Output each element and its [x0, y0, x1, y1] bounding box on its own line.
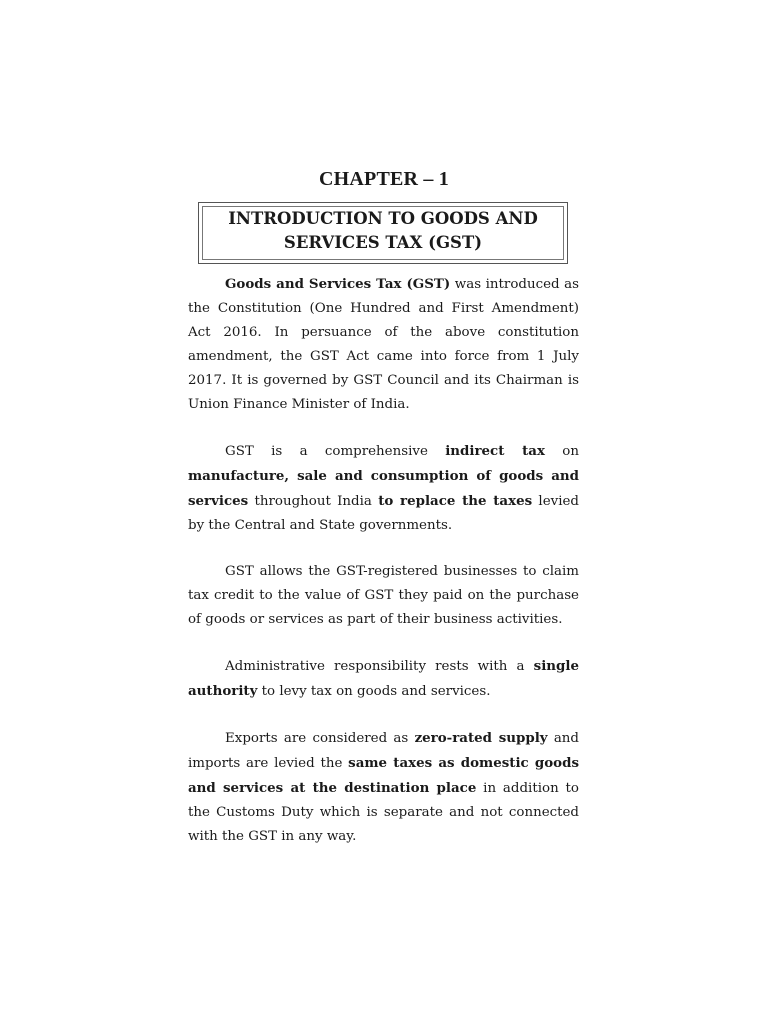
chapter-heading: CHAPTER – 1 — [319, 168, 449, 190]
segment: on — [544, 444, 579, 459]
paragraph-single-authority — [188, 654, 579, 704]
chapter-title-line-2: SERVICES TAX (GST) — [283, 233, 483, 252]
segment: levied by the Central and State governments. — [188, 494, 579, 533]
segment: Exports are considered as — [225, 731, 415, 746]
chapter-title-box — [198, 202, 568, 264]
segment: Administrative responsibility rests with a — [225, 659, 534, 674]
chapter-title — [199, 207, 567, 255]
paragraph-indirect-tax — [188, 439, 579, 538]
segment: same taxes as domestic goods and services at the destination place — [188, 755, 579, 796]
paragraph-gst-introduction — [188, 272, 579, 417]
segment: to levy tax on goods and services. — [257, 684, 491, 699]
segment: single authority — [188, 658, 579, 699]
paragraph-tax-credit — [188, 560, 579, 632]
segment: GST is a comprehensive — [225, 444, 446, 459]
body-text — [188, 272, 579, 871]
segment: to replace the taxes — [378, 493, 533, 509]
paragraph-exports-imports — [188, 726, 579, 849]
segment: manufacture, sale and consumption of goods and services — [188, 468, 579, 509]
segment: and imports are levied the — [188, 731, 580, 771]
segment: was introduced as the Constitution (One Hundred and First Amendment) Act 2016. In persuance of the above constitution amendment, the GST Act came into force from 1 July 2017. It is governed by GST Council and its Chairman is Union Finance Minister of India. — [188, 277, 579, 412]
segment: zero-rated supply — [414, 730, 548, 746]
segment: Goods and Services Tax (GST) — [225, 276, 451, 292]
segment: GST allows the GST-registered businesses to claim tax credit to the value of GST they paid on the purchase of goods or services as part of their business activities. — [188, 564, 579, 627]
segment: indirect tax — [445, 443, 545, 459]
segment: in addition to the Customs Duty which is separate and not connected with the GST in any way. — [188, 781, 579, 844]
segment: throughout India — [248, 494, 379, 509]
chapter-title-line-1: INTRODUCTION TO GOODS AND — [228, 209, 538, 228]
